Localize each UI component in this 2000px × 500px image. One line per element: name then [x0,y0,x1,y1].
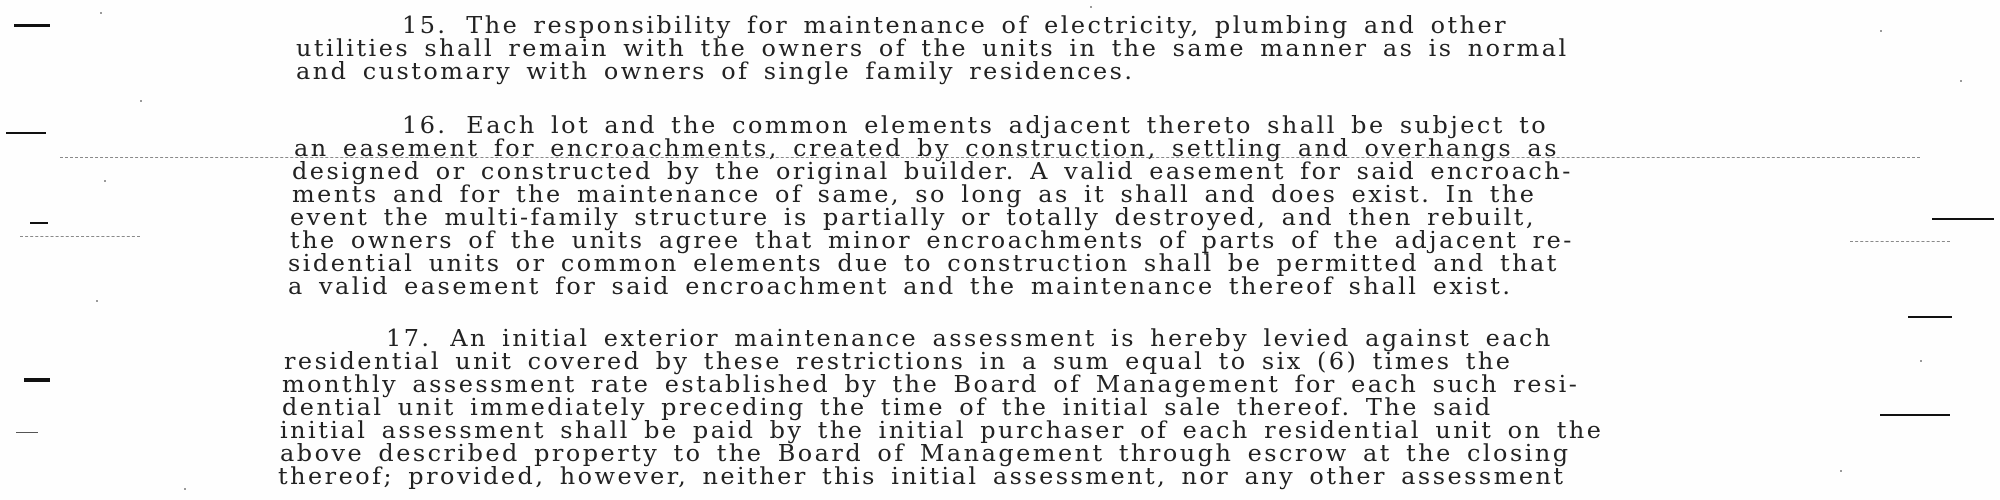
paragraph-16-line-5: event the multi-family structure is partially or totally destroyed, and then rebuilt, [290,205,1536,231]
scan-speck [1960,80,1962,82]
paragraph-16-line-2: an easement for encroachments, created by construction, settling and overhangs as [294,136,1559,162]
scan-speck [1920,360,1922,362]
margin-mark [14,24,50,27]
paragraph-16-line-6: the owners of the units agree that minor encroachments of parts of the adjacent re- [290,228,1574,254]
scan-speck [1840,470,1842,472]
paragraph-number: 15. [402,13,448,39]
paragraph-17-line-4: dential unit immediately preceding the time of the initial sale thereof. The said [282,395,1493,421]
margin-mark [1932,218,1994,220]
scan-speck [140,100,142,102]
paragraph-17-line-5: initial assessment shall be paid by the initial purchaser of each residential unit on the [280,418,1604,444]
paragraph-16-line-1 [402,114,1548,138]
paragraph-15-line-2: utilities shall remain with the owners of the units in the same manner as is normal [296,36,1569,62]
paragraph-16-line-8: a valid easement for said encroachment and the maintenance thereof shall exist. [288,274,1513,300]
paragraph-17-line-1 [386,327,1553,351]
paragraph-15-line-3: and customary with owners of single family residences. [296,59,1135,85]
paragraph-17-line-3: monthly assessment rate established by the Board of Management for each such resi- [282,372,1580,398]
margin-mark [24,378,50,382]
scan-artifact-line [1850,241,1950,242]
scan-speck [96,300,98,302]
paragraph-number: 16. [402,113,448,139]
scan-speck [184,488,186,490]
paragraph-text: An initial exterior maintenance assessment is hereby levied against each [450,326,1553,352]
paragraph-16-line-7: sidential units or common elements due to construction shall be permitted and that [288,251,1559,277]
scan-artifact-line [20,236,140,237]
margin-mark [16,432,38,433]
paragraph-17-line-7: thereof; provided, however, neither this initial assessment, nor any other assessment [278,464,1566,490]
margin-mark [1880,414,1950,416]
paragraph-17-line-2: residential unit covered by these restrictions in a sum equal to six (6) times the [284,349,1513,375]
margin-mark [6,132,46,134]
margin-mark [30,222,48,224]
paragraph-text: The responsibility for maintenance of electricity, plumbing and other [466,13,1509,39]
paragraph-number: 17. [386,326,432,352]
scan-speck [1090,6,1092,8]
paragraph-16-line-3: designed or constructed by the original builder. A valid easement for said encroach- [292,159,1573,185]
scan-speck [1880,30,1882,32]
scan-speck [104,180,106,182]
margin-mark [1908,316,1952,318]
paragraph-16-line-4: ments and for the maintenance of same, so long as it shall and does exist. In the [292,182,1537,208]
paragraph-15-line-1 [402,14,1508,38]
paragraph-text: Each lot and the common elements adjacent thereto shall be subject to [466,113,1549,139]
paragraph-17-line-6: above described property to the Board of Management through escrow at the closing [280,441,1571,467]
scan-speck [100,12,102,14]
